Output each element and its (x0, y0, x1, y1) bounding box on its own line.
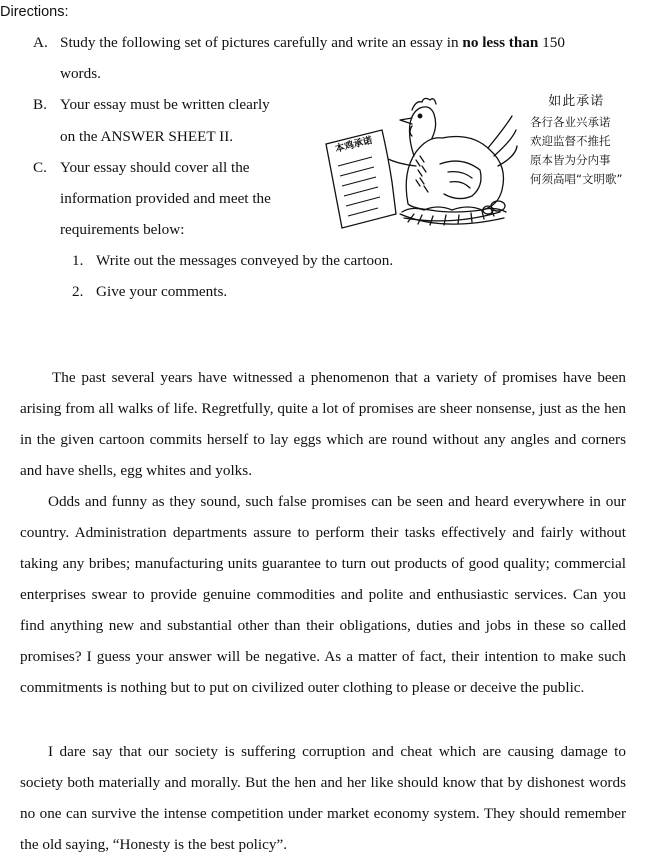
directions-title: Directions: (0, 4, 69, 20)
sub-item-2-label: 2. (72, 283, 84, 300)
essay-p1-text: The past several years have witnessed a phenomenon that a variety of promises have been arising from all walks of life. Regretfully, quite a lot of promises are sheer nonsense, just as the hen in the given cartoon commits herself to lay eggs which are round without any angles and corners and have shells, egg whites and yolks. (20, 369, 626, 479)
sub-item-2-text: Give your comments. (96, 283, 228, 300)
essay-paragraph-3 (20, 736, 626, 860)
sub-item-1 (72, 252, 393, 270)
item-b-label: B. (33, 96, 47, 113)
sub-item-1-label: 1. (72, 252, 84, 269)
item-a-bold: no less than (462, 34, 539, 51)
essay-p3-text: I dare say that our society is suffering corruption and cheat which are causing damage to society both materially and morally. But the hen and her like should know that by dishonest words no one can survive the intense competition under market economy system. They should remember the old saying, “Honesty is the best policy”. (20, 743, 626, 853)
caption-title: 如此承诺 (548, 94, 605, 109)
cartoon-caption (530, 92, 622, 189)
caption-line-2: 欢迎监督不推托 (530, 134, 611, 148)
item-b-line1: Your essay must be written clearly (60, 96, 270, 113)
direction-item-c (33, 159, 250, 177)
promise-sign (326, 130, 396, 228)
caption-line-4: 何须高唱“文明歌” (530, 172, 623, 186)
item-c-line1: Your essay should cover all the (60, 159, 250, 176)
item-c-line3: requirements below: (60, 221, 185, 238)
item-a-label: A. (33, 34, 48, 51)
direction-item-b (33, 96, 270, 114)
essay-paragraph-2 (20, 486, 626, 703)
direction-item-a (33, 34, 565, 52)
item-a-continuation: words. (60, 65, 101, 82)
item-c-line2: information provided and meet the (60, 190, 271, 207)
item-a-text-post: 150 (538, 34, 565, 51)
caption-line-1: 各行各业兴承诺 (530, 115, 611, 129)
sub-item-1-text: Write out the messages conveyed by the cartoon. (96, 252, 394, 269)
sign-title: 本鸡承诺 (334, 135, 374, 155)
item-c-label: C. (33, 159, 47, 176)
caption-line-3: 原本皆为分内事 (530, 153, 611, 167)
item-b-line2: on the ANSWER SHEET II. (60, 128, 234, 145)
essay-paragraph-1 (20, 362, 626, 486)
sub-item-2 (72, 283, 227, 301)
essay-p2-text: Odds and funny as they sound, such false promises can be seen and heard everywhere in our country. Administration departments assure to perform their tasks effectively and fairly without taking any bribes; manufacturing units guarantee to turn out products of good quality; commercial enterprises swear to provide genuine commodities and polite and enthusiastic services. Can you find anything new and substantial other than their obligations, duties and jobs in these so called promises? I guess your answer will be negative. As a matter of fact, their intention to make such commitments is nothing but to put on civilized outer clothing to please or deceive the public. (20, 493, 626, 696)
hen-cartoon (312, 86, 518, 234)
item-a-text-pre: Study the following set of pictures carefully and write an essay in (60, 34, 463, 51)
